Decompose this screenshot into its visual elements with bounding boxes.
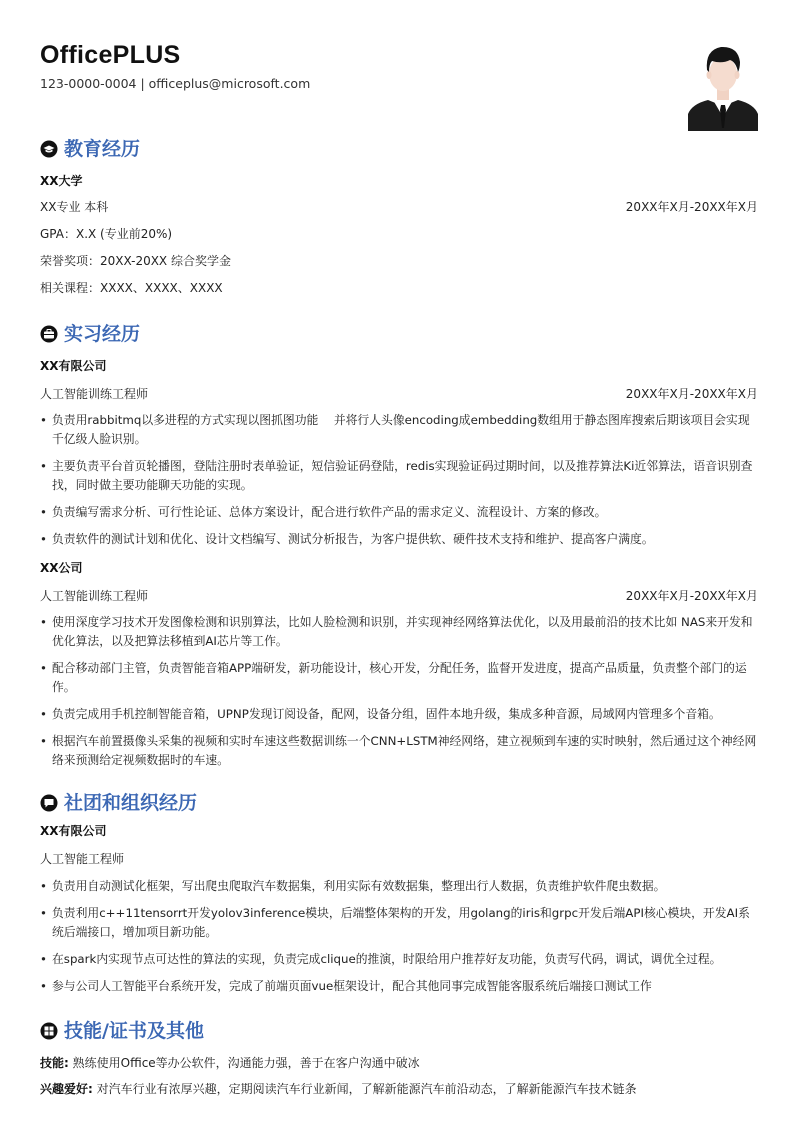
section-title: 社团和组织经历 [64, 792, 198, 814]
company-name: XX有限公司 [40, 359, 107, 373]
job-role: 人工智能训练工程师 [40, 589, 149, 603]
job-date: 20XX年X月-20XX年X月 [625, 387, 758, 401]
list-item: • 负责用rabbitmq以多进程的方式实现以图抓图功能 并将行人头像encoding成embedding数组用于静态图库搜索后期该项目会实现千亿级人脸识别。 [40, 411, 758, 449]
skills-heading [40, 1017, 758, 1045]
section-title: 技能/证书及其他 [64, 1020, 204, 1042]
club-bullets [40, 877, 758, 1004]
hobby-text: 对汽车行业有浓厚兴趣，定期阅读汽车行业新闻，了解新能源汽车前沿动态，了解新能源汽车技术链条 [96, 1082, 637, 1096]
job-row [40, 588, 758, 604]
contact-info: 123-0000-0004 | officeplus@microsoft.com [40, 76, 311, 91]
education-date: 20XX年X月-20XX年X月 [625, 200, 758, 214]
club-role: 人工智能工程师 [40, 852, 125, 866]
club-company-name: XX有限公司 [40, 824, 107, 838]
internship-heading [40, 320, 758, 348]
list-item: • 在spark内实现节点可达性的算法的实现，负责完成clique的推演，时限给用户推荐好友功能，负责写代码，调试，调优全过程。 [40, 950, 758, 969]
education-section [40, 135, 758, 305]
clubs-heading [40, 789, 758, 817]
candidate-name: OfficePLUS [40, 41, 181, 69]
hobby-label: 兴趣爱好: [40, 1082, 93, 1096]
major: XX专业 本科 [40, 200, 109, 214]
job-bullets [40, 613, 758, 778]
list-item: • 负责编写需求分析、可行性论证、总体方案设计，配合进行软件产品的需求定义、流程设计、方案的修改。 [40, 503, 758, 522]
job-date: 20XX年X月-20XX年X月 [625, 589, 758, 603]
list-item: • 负责软件的测试计划和优化、设计文档编写、测试分析报告，为客户提供软、硬件技术支持和维护、提高客户满度。 [40, 530, 758, 549]
clubs-section [40, 789, 758, 1009]
gpa: GPA：X.X (专业前20%) [40, 227, 173, 241]
skill-text: 熟练使用Office等办公软件，沟通能力强，善于在客户沟通中破冰 [72, 1056, 420, 1070]
education-row [40, 199, 758, 215]
job-row [40, 386, 758, 402]
avatar [688, 42, 758, 131]
grid-icon [40, 1022, 58, 1040]
skill-line [40, 1055, 758, 1071]
resume-header [40, 40, 310, 92]
briefcase-icon [40, 325, 58, 343]
company-name: XX公司 [40, 561, 83, 575]
list-item: • 主要负责平台首页轮播图，登陆注册时表单验证，短信验证码登陆，redis实现验证码过期时间，以及推荐算法Ki近邻算法，语音识别查找，同时做主要功能聊天功能的实现。 [40, 457, 758, 495]
job-role: 人工智能训练工程师 [40, 387, 149, 401]
skills-section [40, 1017, 758, 1107]
list-item: • 负责用自动测试化框架，写出爬虫爬取汽车数据集，利用实际有效数据集，整理出行人数据，负责维护软件爬虫数据。 [40, 877, 758, 896]
section-title: 实习经历 [64, 323, 141, 345]
list-item: • 使用深度学习技术开发图像检测和识别算法，比如人脸检测和识别，并实现神经网络算法优化，以及用最前沿的技术比如 NAS来开发和优化算法，以及把算法移植到AI芯片等工作。 [40, 613, 758, 651]
list-item: • 根据汽车前置摄像头采集的视频和实时车速这些数据训练一个CNN+LSTM神经网络，建立视频到车速的实时映射，然后通过这个神经网络来预测给定视频数据时的车速。 [40, 732, 758, 770]
courses: 相关课程：XXXX、XXXX、XXXX [40, 281, 223, 295]
job-bullets [40, 411, 758, 557]
hobby-line [40, 1081, 758, 1097]
list-item: • 参与公司人工智能平台系统开发，完成了前端页面vue框架设计，配合其他同事完成智能客服系统后端接口测试工作 [40, 977, 758, 996]
internship-section [40, 320, 758, 780]
list-item: • 配合移动部门主管，负责智能音箱APP端研发，新功能设计，核心开发，分配任务，监督开发进度，提高产品质量，负责整个部门的运作。 [40, 659, 758, 697]
skill-label: 技能: [40, 1056, 69, 1070]
graduation-cap-icon [40, 140, 58, 158]
honors: 荣誉奖项：20XX-20XX 综合奖学金 [40, 254, 231, 268]
chat-bubble-icon [40, 794, 58, 812]
list-item: • 负责利用c++11tensorrt开发yolov3inference模块，后端整体架构的开发，用golang的iris和grpc开发后端API核心模块，开发AI系统后端接口，增加项目新功能。 [40, 904, 758, 942]
section-title: 教育经历 [64, 138, 141, 160]
list-item: • 负责完成用手机控制智能音箱，UPNP发现订阅设备，配网，设备分组，固件本地升级，集成多种音源，局域网内管理多个音箱。 [40, 705, 758, 724]
school-name: XX大学 [40, 174, 83, 188]
education-heading [40, 135, 758, 163]
